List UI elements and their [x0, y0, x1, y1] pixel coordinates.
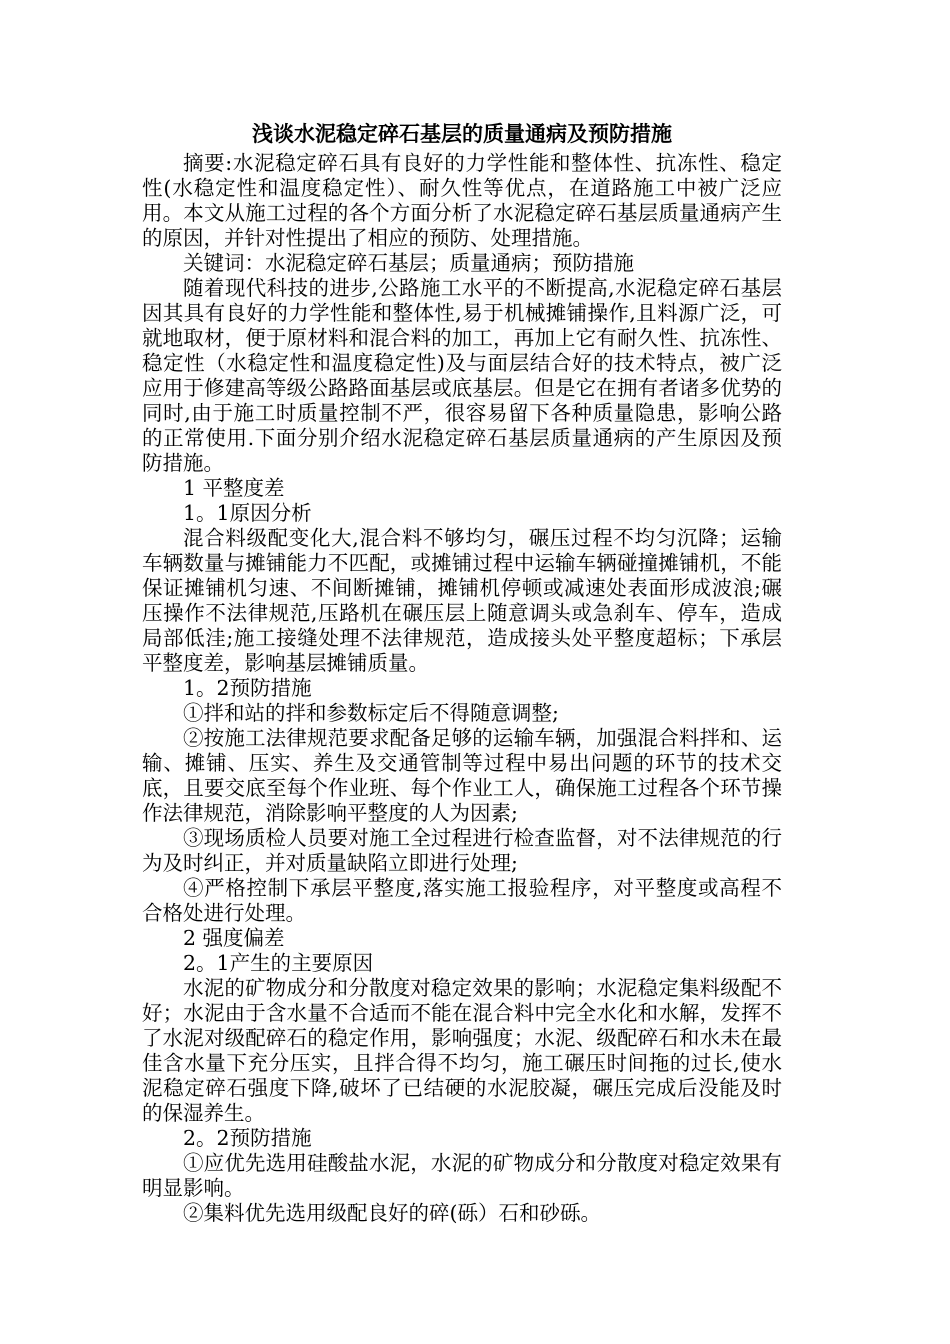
section-1-2-heading: 1。2预防措施	[183, 676, 312, 700]
measure-1-4: ④严格控制下承层平整度,落实施工报验程序，对平整度或高程不合格处进行处理。	[142, 876, 782, 925]
measure-1-2: ②按施工法律规范要求配备足够的运输车辆，加强混合料拌和、运输、摊铺、压实、养生及交通管制等过程中易出问题的环节的技术交底，且要交底至每个作业班、每个作业工人，确保施工过程各个环节操作法律规范，消除影响平整度的人为因素;	[142, 726, 782, 825]
section-2-2-heading: 2。2预防措施	[183, 1126, 312, 1150]
section-1-1-heading: 1。1原因分析	[183, 501, 312, 525]
section-1-1-paragraph: 混合料级配变化大,混合料不够均匀，碾压过程不均匀沉降；运输车辆数量与摊铺能力不匹配，或摊铺过程中运输车辆碰撞摊铺机，不能保证摊铺机匀速、不间断摊铺，摊铺机停顿或减速处表面形成波浪;碾压操作不法律规范,压路机在碾压层上随意调头或急刹车、停车，造成局部低洼;施工接缝处理不法律规范，造成接头处平整度超标；下承层平整度差，影响基层摊铺质量。	[142, 526, 782, 675]
section-1-heading: 1 平整度差	[183, 476, 285, 500]
intro-paragraph: 随着现代科技的进步,公路施工水平的不断提高,水泥稳定碎石基层因其具有良好的力学性能和整体性,易于机械摊铺操作,且料源广泛，可就地取材，便于原材料和混合料的加工，再加上它有耐久性、抗冻性、稳定性（水稳定性和温度稳定性)及与面层结合好的技术特点，被广泛应用于修建高等级公路路面基层或底基层。但是它在拥有者诸多优势的同时,由于施工时质量控制不严，很容易留下各种质量隐患，影响公路的正常使用.下面分别介绍水泥稳定碎石基层质量通病的产生原因及预防措施。	[142, 276, 782, 475]
section-2-1-heading: 2。1产生的主要原因	[183, 951, 374, 975]
measure-1-1: ①拌和站的拌和参数标定后不得随意调整;	[183, 701, 559, 725]
section-2-1-paragraph: 水泥的矿物成分和分散度对稳定效果的影响；水泥稳定集料级配不好；水泥由于含水量不合适而不能在混合料中完全水化和水解，发挥不了水泥对级配碎石的稳定作用，影响强度；水泥、级配碎石和水未在最佳含水量下充分压实，且拌合得不均匀，施工碾压时间拖的过长,使水泥稳定碎石强度下降,破坏了已结硬的水泥胶凝，碾压完成后没能及时的保湿养生。	[142, 976, 782, 1125]
keywords-paragraph: 关键词：水泥稳定碎石基层；质量通病；预防措施	[183, 251, 634, 275]
measure-2-1: ①应优先选用硅酸盐水泥，水泥的矿物成分和分散度对稳定效果有明显影响。	[142, 1151, 782, 1200]
measure-2-2: ②集料优先选用级配良好的碎(砾）石和砂砾。	[183, 1201, 601, 1225]
document-title: 浅谈水泥稳定碎石基层的质量通病及预防措施	[252, 121, 672, 146]
section-2-heading: 2 强度偏差	[183, 926, 285, 950]
abstract-paragraph: 摘要:水泥稳定碎石具有良好的力学性能和整体性、抗冻性、稳定性(水稳定性和温度稳定性）、耐久性等优点，在道路施工中被广泛应用。本文从施工过程的各个方面分析了水泥稳定碎石基层质量通病产生的原因，并针对性提出了相应的预防、处理措施。	[142, 151, 782, 250]
document-page	[142, 117, 782, 1226]
measure-1-3: ③现场质检人员要对施工全过程进行检查监督，对不法律规范的行为及时纠正，并对质量缺陷立即进行处理;	[142, 826, 782, 875]
